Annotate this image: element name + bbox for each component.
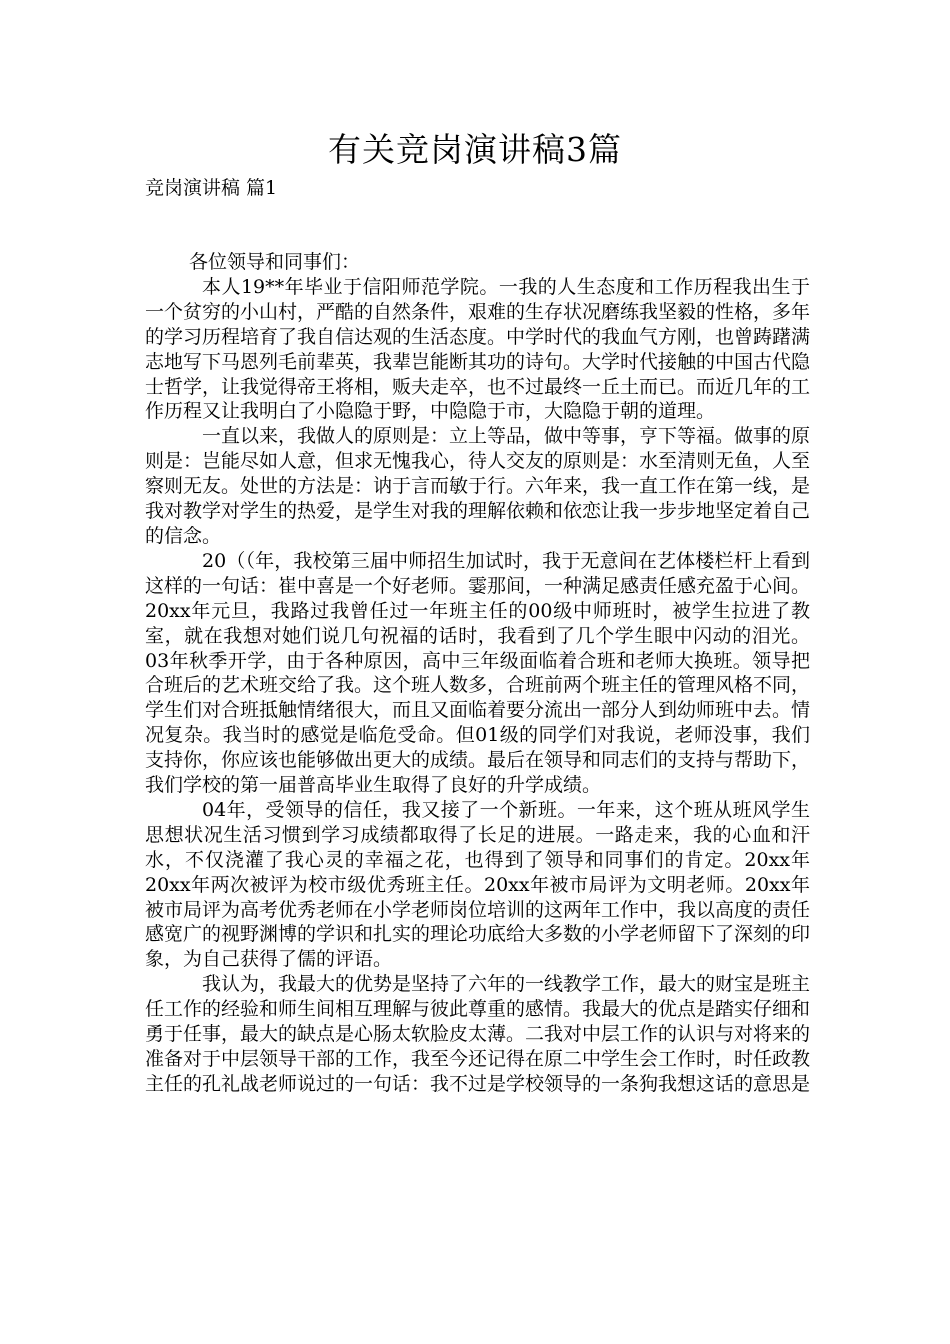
body-paragraph: 04年，受领导的信任，我又接了一个新班。一年来，这个班从班风学生思想状况生活习惯到学习成绩都取得了长足的进展。一路走来，我的心血和汗水，不仅浇灌了我心灵的幸福之花，也得到了领导和同事们的肯定。20xx年20xx年两次被评为校市级优秀班主任。20xx年被市局评为文明老师。20xx年被市局评为高考优秀老师在小学老师岗位培训的这两年工作中，我以高度的责任感宽广的视野渊博的学识和扎实的理论功底给大多数的小学老师留下了深刻的印象，为自己获得了儒的评语。 (145, 798, 811, 971)
body-paragraph: 我认为，我最大的优势是坚持了六年的一线教学工作，最大的财宝是班主任工作的经验和师生间相互理解与彼此尊重的感情。我最大的优点是踏实仔细和勇于任事，最大的缺点是心肠太软脸皮太薄。二我对中层工作的认识与对将来的准备对于中层领导干部的工作，我至今还记得在原二中学生会工作时，时任政教主任的孔礼战老师说过的一句话：我不过是学校领导的一条狗我想这话的意思是 (145, 973, 811, 1095)
document-subtitle: 竞岗演讲稿 篇1 (145, 177, 278, 199)
body-paragraph: 本人19**年毕业于信阳师范学院。一我的人生态度和工作历程我出生于一个贫穷的小山村，严酷的自然条件，艰难的生存状况磨练我坚毅的性格，多年的学习历程培育了我自信达观的生活态度。中学时代的我血气方刚，也曾踌躇满志地写下马恩列毛前辈英，我辈岂能断其功的诗句。大学时代接触的中国古代隐士哲学，让我觉得帝王将相，贩夫走卒，也不过最终一丘土而已。而近几年的工作历程又让我明白了小隐隐于野，中隐隐于市，大隐隐于朝的道理。 (145, 275, 811, 423)
document-body (145, 250, 810, 1097)
document-title: 有关竞岗演讲稿3篇 (328, 130, 622, 169)
body-paragraph: 一直以来，我做人的原则是：立上等品，做中等事，亨下等福。做事的原则是：岂能尽如人意，但求无愧我心，待人交友的原则是：水至清则无鱼，人至察则无友。处世的方法是：讷于言而敏于行。六年来，我一直工作在第一线，是我对教学对学生的热爱，是学生对我的理解依赖和依恋让我一步步地坚定着自己的信念。 (145, 425, 811, 547)
body-paragraph: 20（（年，我校第三届中师招生加试时，我于无意间在艺体楼栏杆上看到这样的一句话：崔中喜是一个好老师。霎那间，一种满足感责任感充盈于心间。20xx年元旦，我路过我曾任过一年班主任的00级中师班时，被学生拉进了教室，就在我想对她们说几句祝福的话时，我看到了几个学生眼中闪动的泪光。03年秋季开学，由于各种原因，高中三年级面临着合班和老师大换班。领导把合班后的艺术班交给了我。这个班人数多，合班前两个班主任的管理风格不同，学生们对合班抵触情绪很大，而且又面临着要分流出一部分人到幼师班中去。情况复杂。我当时的感觉是临危受命。但01级的同学们对我说，老师没事，我们支持你，你应该也能够做出更大的成绩。最后在领导和同志们的支持与帮助下，我们学校的第一届普高毕业生取得了良好的升学成绩。 (145, 549, 811, 797)
greeting-paragraph: 各位领导和同事们： (189, 251, 361, 273)
